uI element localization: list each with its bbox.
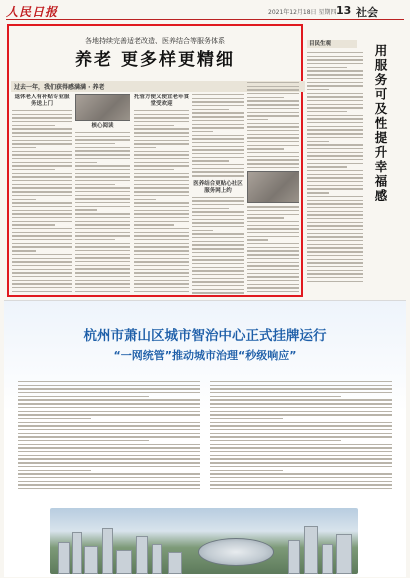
masthead — [6, 3, 404, 20]
article-kicker: 各地持续完善适老改造、医养结合等服务体系 — [85, 37, 225, 45]
article-subhead: 过去一年，我们获得感满满 · 养老 — [11, 81, 305, 92]
article-column-3 — [134, 94, 189, 294]
section-name: 社会 — [356, 6, 378, 19]
article-column-4 — [192, 94, 244, 294]
body-text — [12, 110, 72, 294]
ad-title: 杭州市萧山区城市智治中心正式挂牌运行 — [83, 328, 327, 344]
newspaper-logo: 人民日报 — [6, 5, 59, 19]
column-head-4: 医养结合更贴心社区服务网上约 — [193, 180, 243, 194]
column-head-3: 托管方便又便宜老年食堂受欢迎 — [134, 94, 189, 107]
city-skyline-photo — [50, 508, 358, 574]
column-head-2: 核心阅读 — [91, 123, 114, 129]
article-column-2 — [75, 94, 130, 294]
article-photo — [247, 171, 299, 203]
body-text — [134, 110, 189, 294]
body-text — [192, 197, 244, 294]
body-text — [75, 132, 130, 292]
article-column-5 — [247, 82, 299, 294]
ad-subtitle: “一网统管”推动城市治理“秒级响应” — [113, 349, 297, 362]
column-head-1: 退休老人有补贴专业服务送上门 — [14, 94, 70, 107]
commentary-column — [307, 52, 363, 284]
page-number: 13 — [336, 4, 352, 17]
stadium — [198, 538, 274, 566]
ad-column-2 — [210, 381, 392, 501]
body-text — [210, 381, 392, 489]
body-text — [307, 52, 363, 284]
body-text — [192, 94, 244, 177]
body-text — [18, 381, 200, 489]
commentary-title: 用服务可及性提升幸福感 — [373, 44, 388, 204]
issue-date: 2021年12月18日 星期四 — [268, 9, 337, 16]
article-column-1 — [12, 94, 72, 294]
article-photo — [75, 94, 130, 121]
ad-column-1 — [18, 381, 200, 501]
commentary-label: 目民生观 — [307, 40, 357, 48]
body-text — [247, 206, 299, 294]
feature-article[interactable] — [7, 24, 303, 297]
article-headline: 养老 更多样更精细 — [75, 50, 235, 70]
body-text — [247, 82, 299, 168]
